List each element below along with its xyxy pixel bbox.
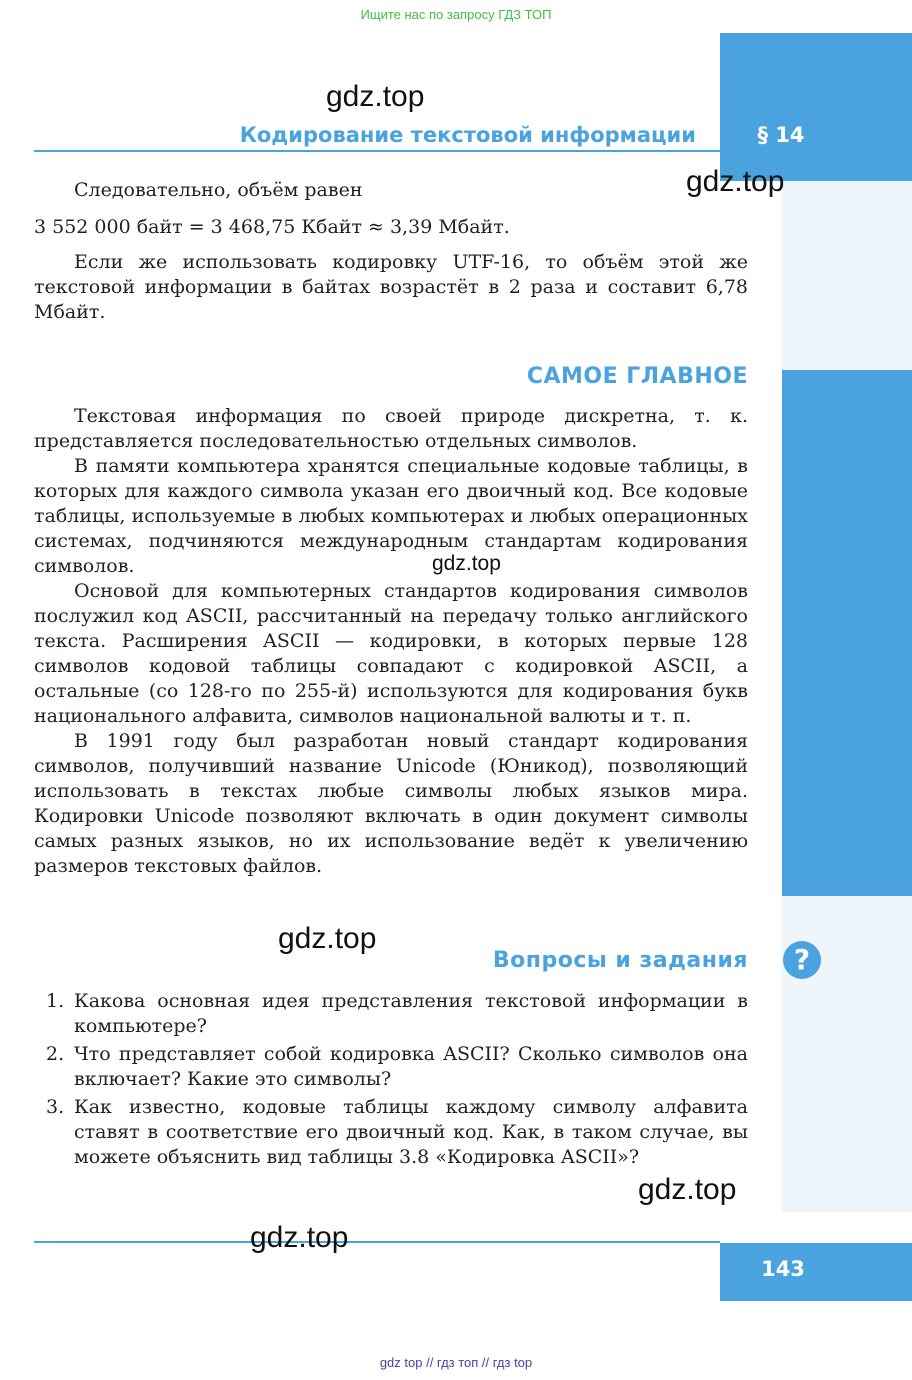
summary-paragraph: В 1991 году был разработан новый стандарт кодирования символов, получивший название Unicode (Юникод), позволяющий использовать в текстах любые символы любых языков мира. Кодировки Unicode позволяют включать в один документ символы самых разных языков, но их использование ведёт к увеличению размеров текстовых файлов. <box>34 730 748 877</box>
page-number: 143 <box>761 1257 805 1281</box>
question-number: 3. <box>46 1096 65 1118</box>
formula: 3 552 000 байт = 3 468,75 Кбайт ≈ 3,39 Мбайт. <box>34 216 510 238</box>
footer-links: gdz top // гдз топ // гдз top <box>379 1355 533 1370</box>
summary-heading: САМОЕ ГЛАВНОЕ <box>526 364 748 389</box>
summary-paragraph: Основой для компьютерных стандартов кодирования символов послужил код ASCII, рассчитанный на передачу только английского текста. Расширения ASCII — кодировки, в которых первые 128 символов кодовой таблицы совпадают с кодировкой ASCII, а остальные (со 128-го по 255-й) используются для кодирования букв национального алфавита, символов национальной валюты и т. п. <box>34 580 748 727</box>
question-icon: ? <box>783 941 821 979</box>
question-item <box>34 989 748 1039</box>
question-number: 2. <box>46 1043 65 1065</box>
watermark: gdz.top <box>250 1221 349 1254</box>
top-banner: Ищите нас по запросу ГДЗ ТОП <box>360 7 552 22</box>
intro-text <box>34 178 748 325</box>
questions-list <box>34 989 748 1173</box>
questions-heading: Вопросы и задания <box>492 948 748 973</box>
question-text: Как известно, кодовые таблицы каждому символу алфавита ставят в соответствие его двоичный код. Как, в таком случае, вы можете объяснить вид таблицы 3.8 «Кодировка ASCII»? <box>74 1096 748 1168</box>
sidebar-pale-block <box>782 181 912 370</box>
header-rule <box>34 150 720 152</box>
intro-paragraph: Следовательно, объём равен <box>74 179 363 201</box>
section-number: § 14 <box>757 123 805 147</box>
question-item <box>34 1095 748 1170</box>
question-number: 1. <box>46 990 65 1012</box>
summary-paragraph: В памяти компьютера хранятся специальные кодовые таблицы, в которых для каждого символа указан его двоичный код. Все кодовые таблицы, используемые в любых компьютерах и любых операционных системах, подчиняются международным стандартам кодирования символов. <box>34 455 748 577</box>
footer-rule <box>34 1241 720 1243</box>
question-item <box>34 1042 748 1092</box>
summary-text <box>34 404 748 879</box>
watermark: gdz.top <box>278 922 377 955</box>
watermark: gdz.top <box>432 552 501 575</box>
sidebar-block-top <box>720 33 912 181</box>
watermark: gdz.top <box>686 165 785 198</box>
sidebar-block-middle <box>782 370 912 896</box>
intro-paragraph: Если же использовать кодировку UTF-16, то объём этой же текстовой информации в байтах возрастёт в 2 раза и составит 6,78 Мбайт. <box>34 251 748 323</box>
watermark: gdz.top <box>326 80 425 113</box>
running-title: Кодирование текстовой информации <box>239 123 696 147</box>
summary-paragraph: Текстовая информация по своей природе дискретна, т. к. представляется последовательностью отдельных символов. <box>34 405 748 452</box>
question-text: Что представляет собой кодировка ASCII? Сколько символов она включает? Какие это символы? <box>74 1043 748 1090</box>
question-text: Какова основная идея представления текстовой информации в компьютере? <box>74 990 748 1037</box>
watermark: gdz.top <box>638 1173 737 1206</box>
